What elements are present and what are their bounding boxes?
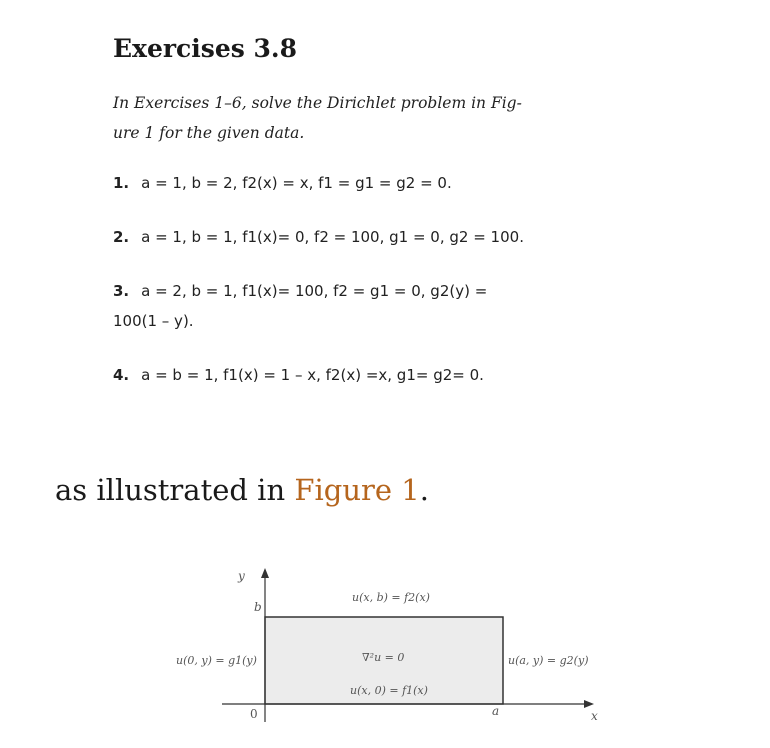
y-axis-label: y: [238, 569, 245, 583]
exercise-text: a = 2, b = 1, f1(x)= 100, f2 = g1 = 0, g2(y) = 100(1 – y).: [113, 282, 488, 330]
figure-link[interactable]: Figure 1: [294, 473, 420, 507]
caption-prefix: as illustrated in: [55, 473, 295, 507]
origin-label: 0: [250, 707, 258, 721]
exercise-1: [113, 168, 452, 198]
exercise-number: 2.: [113, 228, 130, 246]
laplace-equation-label: ∇²u = 0: [362, 651, 405, 664]
exercise-number: 3.: [113, 282, 130, 300]
exercise-3: [113, 276, 513, 336]
exercises-intro: In Exercises 1–6, solve the Dirichlet problem in Fig- ure 1 for the given data.: [113, 94, 522, 142]
figure-caption: [55, 473, 429, 507]
caption-suffix: .: [419, 473, 429, 507]
exercise-text: a = 1, b = 2, f2(x) = x, f1 = g1 = g2 = 0.: [141, 174, 452, 192]
dirichlet-figure: [0, 540, 770, 748]
exercise-text: a = 1, b = 1, f1(x)= 0, f2 = 100, g1 = 0, g2 = 100.: [141, 228, 524, 246]
exercise-2: [113, 222, 524, 252]
exercise-text: a = b = 1, f1(x) = 1 – x, f2(x) =x, g1= g2= 0.: [141, 366, 484, 384]
a-label: a: [492, 704, 500, 718]
right-boundary-label: u(a, y) = g2(y): [508, 654, 589, 667]
b-label: b: [254, 600, 262, 614]
exercise-4: [113, 360, 484, 390]
section-title: Exercises 3.8: [113, 34, 298, 63]
exercise-number: 4.: [113, 366, 130, 384]
exercise-number: 1.: [113, 174, 130, 192]
left-boundary-label: u(0, y) = g1(y): [176, 654, 257, 667]
bottom-boundary-label: u(x, 0) = f1(x): [350, 684, 428, 697]
y-axis-arrow: [261, 568, 269, 578]
x-axis-arrow: [584, 700, 594, 708]
top-boundary-label: u(x, b) = f2(x): [352, 591, 430, 604]
x-axis-label: x: [591, 709, 598, 723]
